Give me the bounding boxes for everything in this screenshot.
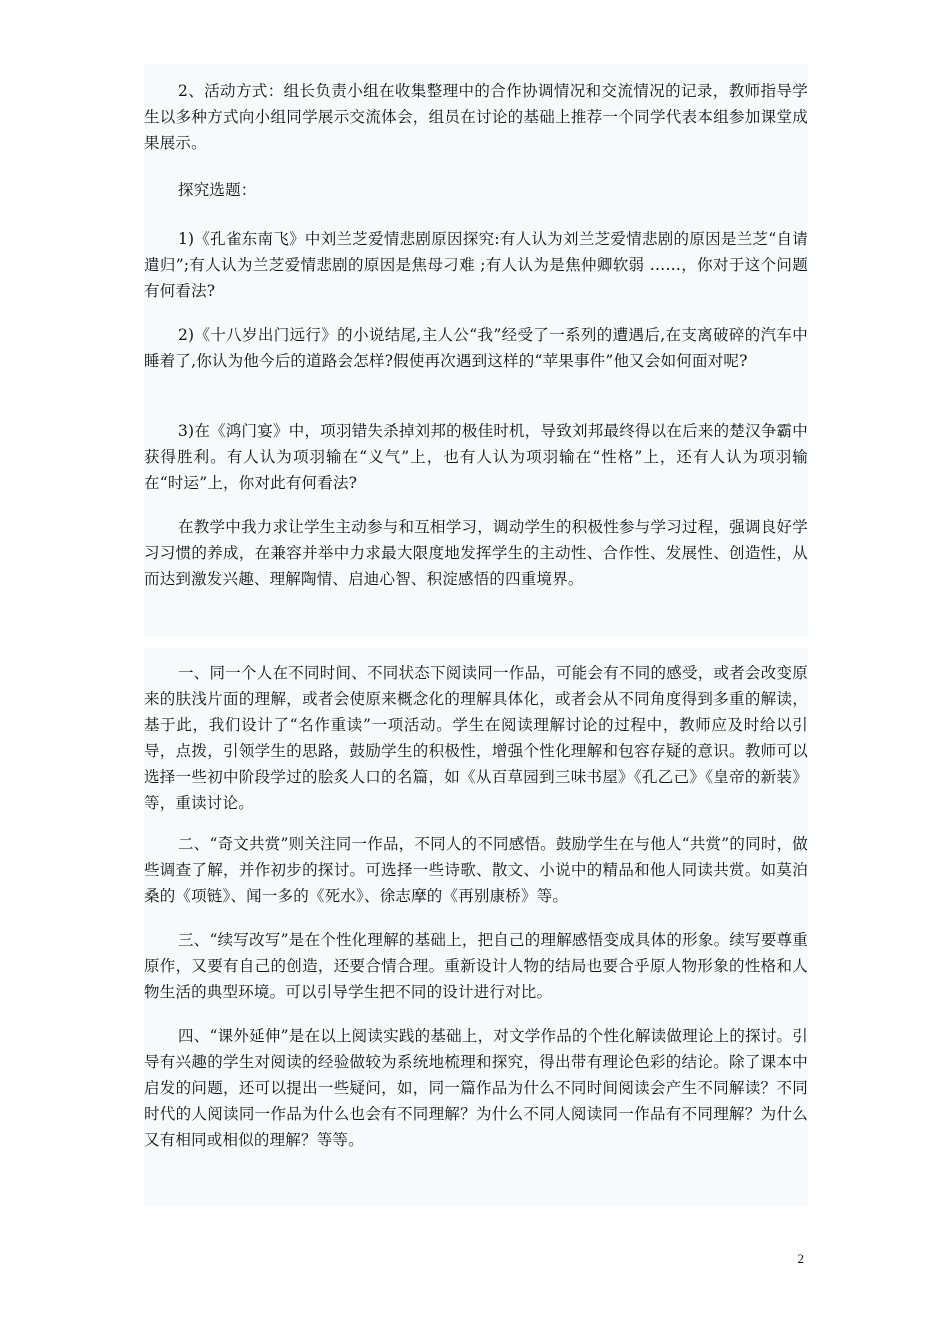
topic-3-paragraph: 3)在《鸿门宴》中，项羽错失杀掉刘邦的极佳时机，导致刘邦最终得以在后来的楚汉争霸中获得胜利。有人认为项羽输在“义气”上，也有人认为项羽输在“性格”上，还有人认为项羽输在“时运”上，你对此有何看法? xyxy=(144,422,808,492)
point-1-paragraph: 一、同一个人在不同时间、不同状态下阅读同一作品，可能会有不同的感受，或者会改变原来的肤浅片面的理解，或者会使原来概念化的理解具体化，或者会从不同角度得到多重的解读，基于此，我们设计了“名作重读”一项活动。学生在阅读理解讨论的过程中，教师应及时给以引导，点拨，引领学生的思路，鼓励学生的积极性，增强个性化理解和包容存疑的意识。教师可以选择一些初中阶段学过的脍炙人口的名篇，如《从百草园到三味书屋》《孔乙己》《皇帝的新装》等，重读讨论。 xyxy=(144,664,808,812)
point-2-paragraph: 二、“奇文共赏”则关注同一作品，不同人的不同感悟。鼓励学生在与他人“共赏”的同时，做些调查了解，并作初步的探讨。可选择一些诗歌、散文、小说中的精品和他人同读共赏。如莫泊桑的《项链》、闻一多的《死水》、徐志摩的《再别康桥》等。 xyxy=(144,835,808,905)
page-number: 2 xyxy=(797,1251,804,1266)
point-3-paragraph: 三、“续写改写”是在个性化理解的基础上，把自己的理解感悟变成具体的形象。续写要尊重原作，又要有自己的创造，还要合情合理。重新设计人物的结局也要合乎原人物形象的性格和人物生活的典型环境。可以引导学生把不同的设计进行对比。 xyxy=(144,931,808,1001)
activity-method-paragraph: 2、活动方式：组长负责小组在收集整理中的合作协调情况和交流情况的记录，教师指导学生以多种方式向小组同学展示交流体会，组员在讨论的基础上推荐一个同学代表本组参加课堂成果展示。 xyxy=(144,82,808,152)
topics-heading: 探究选题： xyxy=(178,181,257,199)
summary-paragraph: 在教学中我力求让学生主动参与和互相学习，调动学生的积极性参与学习过程，强调良好学习习惯的养成，在兼容并举中力求最大限度地发挥学生的主动性、合作性、发展性、创造性，从而达到激发兴趣、理解陶情、启迪心智、积淀感悟的四重境界。 xyxy=(144,518,808,588)
point-4-paragraph: 四、“课外延伸”是在以上阅读实践的基础上，对文学作品的个性化解读做理论上的探讨。引导有兴趣的学生对阅读的经验做较为系统地梳理和探究，得出带有理论色彩的结论。除了课本中启发的问题，还可以提出一些疑问，如，同一篇作品为什么不同时间阅读会产生不同解读？不同时代的人阅读同一作品为什么也会有不同理解？为什么不同人阅读同一作品有不同理解？为什么又有相同或相似的理解？等等。 xyxy=(144,1027,808,1149)
topic-1-paragraph: 1)《孔雀东南飞》中刘兰芝爱情悲剧原因探究:有人认为刘兰芝爱情悲剧的原因是兰芝“自请遣归”;有人认为兰芝爱情悲剧的原因是焦母刁难 ;有人认为是焦仲卿软弱 ……，你对于这个问题有何看法? xyxy=(144,230,808,300)
topic-2-paragraph: 2)《十八岁出门远行》的小说结尾,主人公“我”经受了一系列的遭遇后,在支离破碎的汽车中睡着了,你认为他今后的道路会怎样?假使再次遇到这样的“苹果事件”他又会如何面对呢? xyxy=(144,326,808,370)
